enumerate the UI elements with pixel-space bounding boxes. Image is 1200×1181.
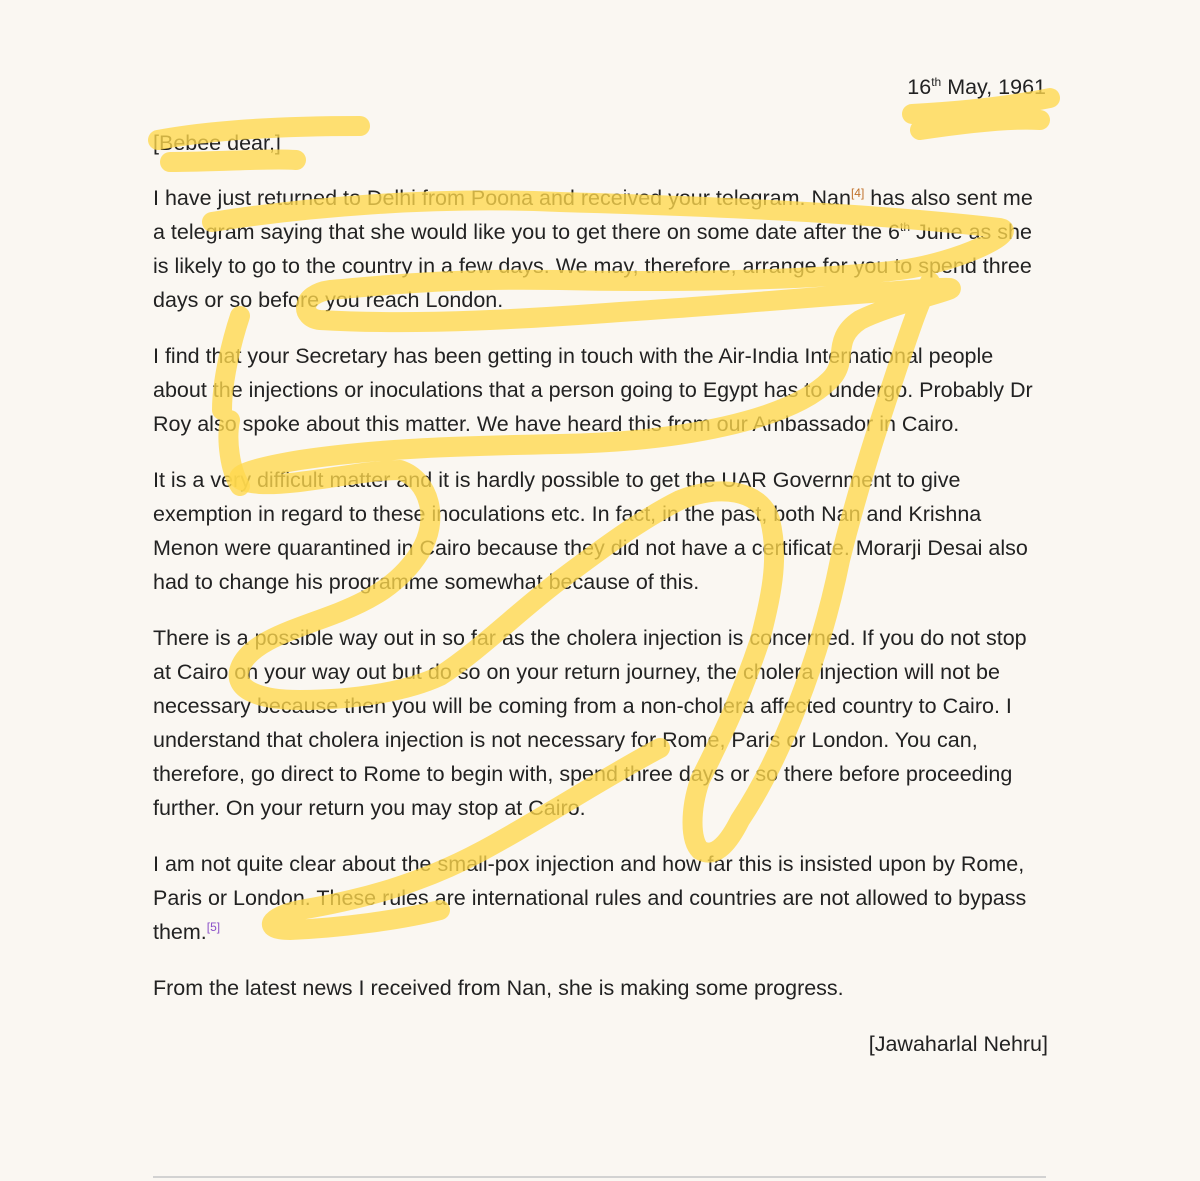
date-day: 16 — [907, 75, 932, 99]
paragraph-6: From the latest news I received from Nan, she is making some progress. — [153, 976, 844, 1000]
paragraph-5 — [153, 847, 1048, 949]
date-suffix: th — [931, 74, 942, 89]
bottom-divider — [153, 1176, 1046, 1178]
paragraph-1-text-b: has also sent me a telegram saying that she would like you to get there on some date after the 6 — [153, 186, 1033, 244]
paragraph-1-text-a: I have just returned to Delhi from Poona and received your telegram. Nan — [153, 186, 851, 210]
signature: [Jawaharlal Nehru] — [868, 1032, 1048, 1056]
paragraph-1-text-c: June as she is likely to go to the country in a few days. We may, therefore, arrange for you to spend three days or so before you reach London. — [153, 220, 1032, 312]
paragraph-3: It is a very difficult matter and it is hardly possible to get the UAR Government to give exemption in regard to these inoculations etc. In fact, in the past, both Nan and Krishna Menon were quarantined in Cairo because they did not have a certificate. Morarji Desai also had to change his programme somewhat because of this. — [153, 468, 1028, 594]
footnote-ref-5[interactable]: [5] — [206, 919, 221, 934]
salutation: [Bebee dear,] — [153, 131, 281, 155]
paragraph-5-text: I am not quite clear about the small-pox injection and how far this is insisted upon by Rome, Paris or London. These rules are international rules and countries are not allowed to bypass them. — [153, 852, 1027, 944]
date-rest: May, 1961 — [941, 75, 1046, 99]
paragraph-1 — [153, 181, 1048, 317]
paragraph-4: There is a possible way out in so far as the cholera injection is concerned. If you do not stop at Cairo on your way out but do so on your return journey, the cholera injection will not be necessary because then you will be coming from a non-cholera affected country to Cairo. I understand that cholera injection is not necessary for Rome, Paris or London. You can, therefore, go direct to Rome to begin with, spend three days or so there before proceeding further. On your return you may stop at Cairo. — [153, 626, 1027, 820]
paragraph-2: I find that your Secretary has been getting in touch with the Air-India International people about the injections or inoculations that a person going to Egypt has to undergo. Probably Dr Roy also spoke about this matter. We have heard this from our Ambassador in Cairo. — [153, 344, 1033, 436]
letter-body — [153, 70, 1048, 1061]
letter-date — [153, 70, 1048, 104]
footnote-ref-4[interactable]: [4] — [850, 185, 865, 200]
ordinal-suffix: th — [899, 219, 910, 234]
